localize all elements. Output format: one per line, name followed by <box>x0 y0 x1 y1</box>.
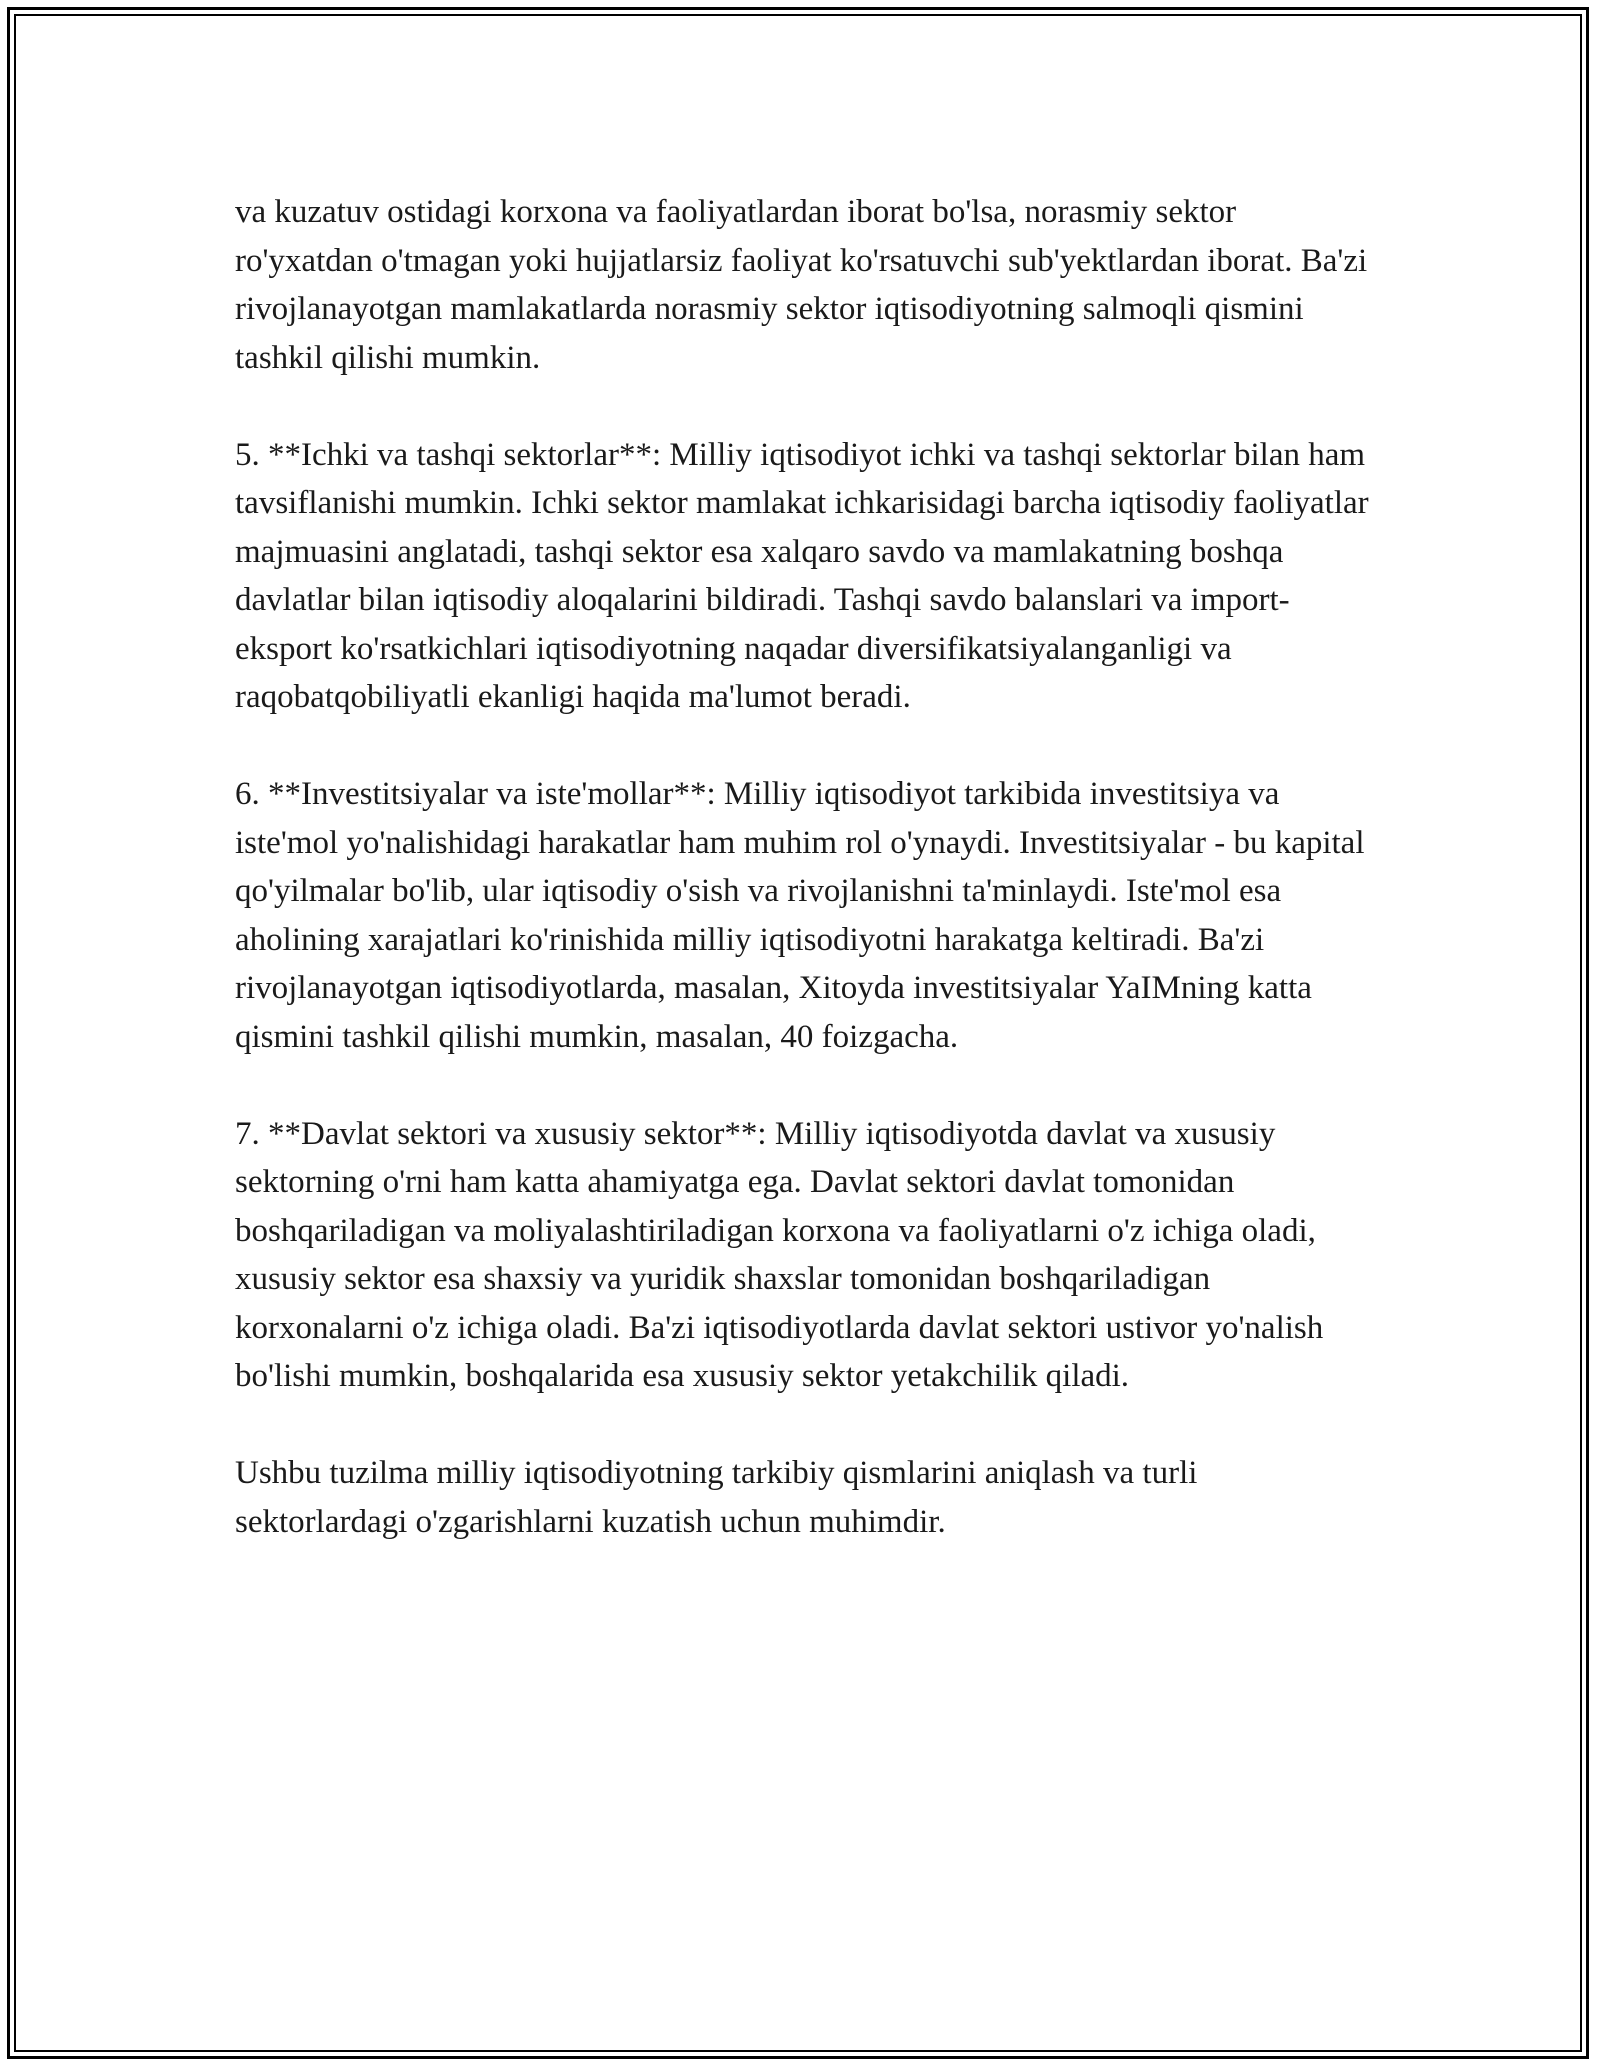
paragraph-public-private-sectors: 7. **Davlat sektori va xususiy sektor**: Milliy iqtisodiyotda davlat va xususiy sektorning o'rni ham katta ahamiyatga ega. Davlat sektori davlat tomonidan boshqariladigan va moliyalashtiriladigan korxona va faoliyatlarni o'z ichiga oladi, xususiy sektor esa shaxsiy va yuridik shaxslar tomonidan boshqariladigan korxonalarni o'z ichiga oladi. Ba'zi iqtisodiyotlarda davlat sektori ustivor yo'nalish bo'lishi mumkin, boshqalarida esa xususiy sektor yetakchilik qiladi. <box>235 1115 1324 1394</box>
document-body <box>235 188 1375 1546</box>
paragraph-investment-consumption: 6. **Investitsiyalar va iste'mollar**: Milliy iqtisodiyot tarkibida investitsiya va iste'mol yo'nalishidagi harakatlar ham muhim rol o'ynaydi. Investitsiyalar - bu kapital qo'yilmalar bo'lib, ular iqtisodiy o'sish va rivojlanishni ta'minlaydi. Iste'mol esa aholining xarajatlari ko'rinishida milliy iqtisodiyotni harakatga keltiradi. Ba'zi rivojlanayotgan iqtisodiyotlarda, masalan, Xitoyda investitsiyalar YaIMning katta qismini tashkil qilishi mumkin, masalan, 40 foizgacha. <box>235 776 1365 1055</box>
paragraph-conclusion: Ushbu tuzilma milliy iqtisodiyotning tarkibiy qismlarini aniqlash va turli sektorlardagi o'zgarishlarni kuzatish uchun muhimdir. <box>235 1455 1198 1540</box>
paragraph-informal-sector-continuation: va kuzatuv ostidagi korxona va faoliyatlardan iborat bo'lsa, norasmiy sektor ro'yxatdan o'tmagan yoki hujjatlarsiz faoliyat ko'rsatuvchi sub'yektlardan iborat. Ba'zi rivojlanayotgan mamlakatlarda norasmiy sektor iqtisodiyotning salmoqli qismini tashkil qilishi mumkin. <box>235 194 1368 376</box>
paragraph-internal-external-sectors: 5. **Ichki va tashqi sektorlar**: Milliy iqtisodiyot ichki va tashqi sektorlar bilan ham tavsiflanishi mumkin. Ichki sektor mamlakat ichkarisidagi barcha iqtisodiy faoliyatlar majmuasini anglatadi, tashqi sektor esa xalqaro savdo va mamlakatning boshqa davlatlar bilan iqtisodiy aloqalarini bildiradi. Tashqi savdo balanslari va import-eksport ko'rsatkichlari iqtisodiyotning naqadar diversifikatsiyalanganligi va raqobatqobiliyatli ekanligi haqida ma'lumot beradi. <box>235 436 1369 715</box>
